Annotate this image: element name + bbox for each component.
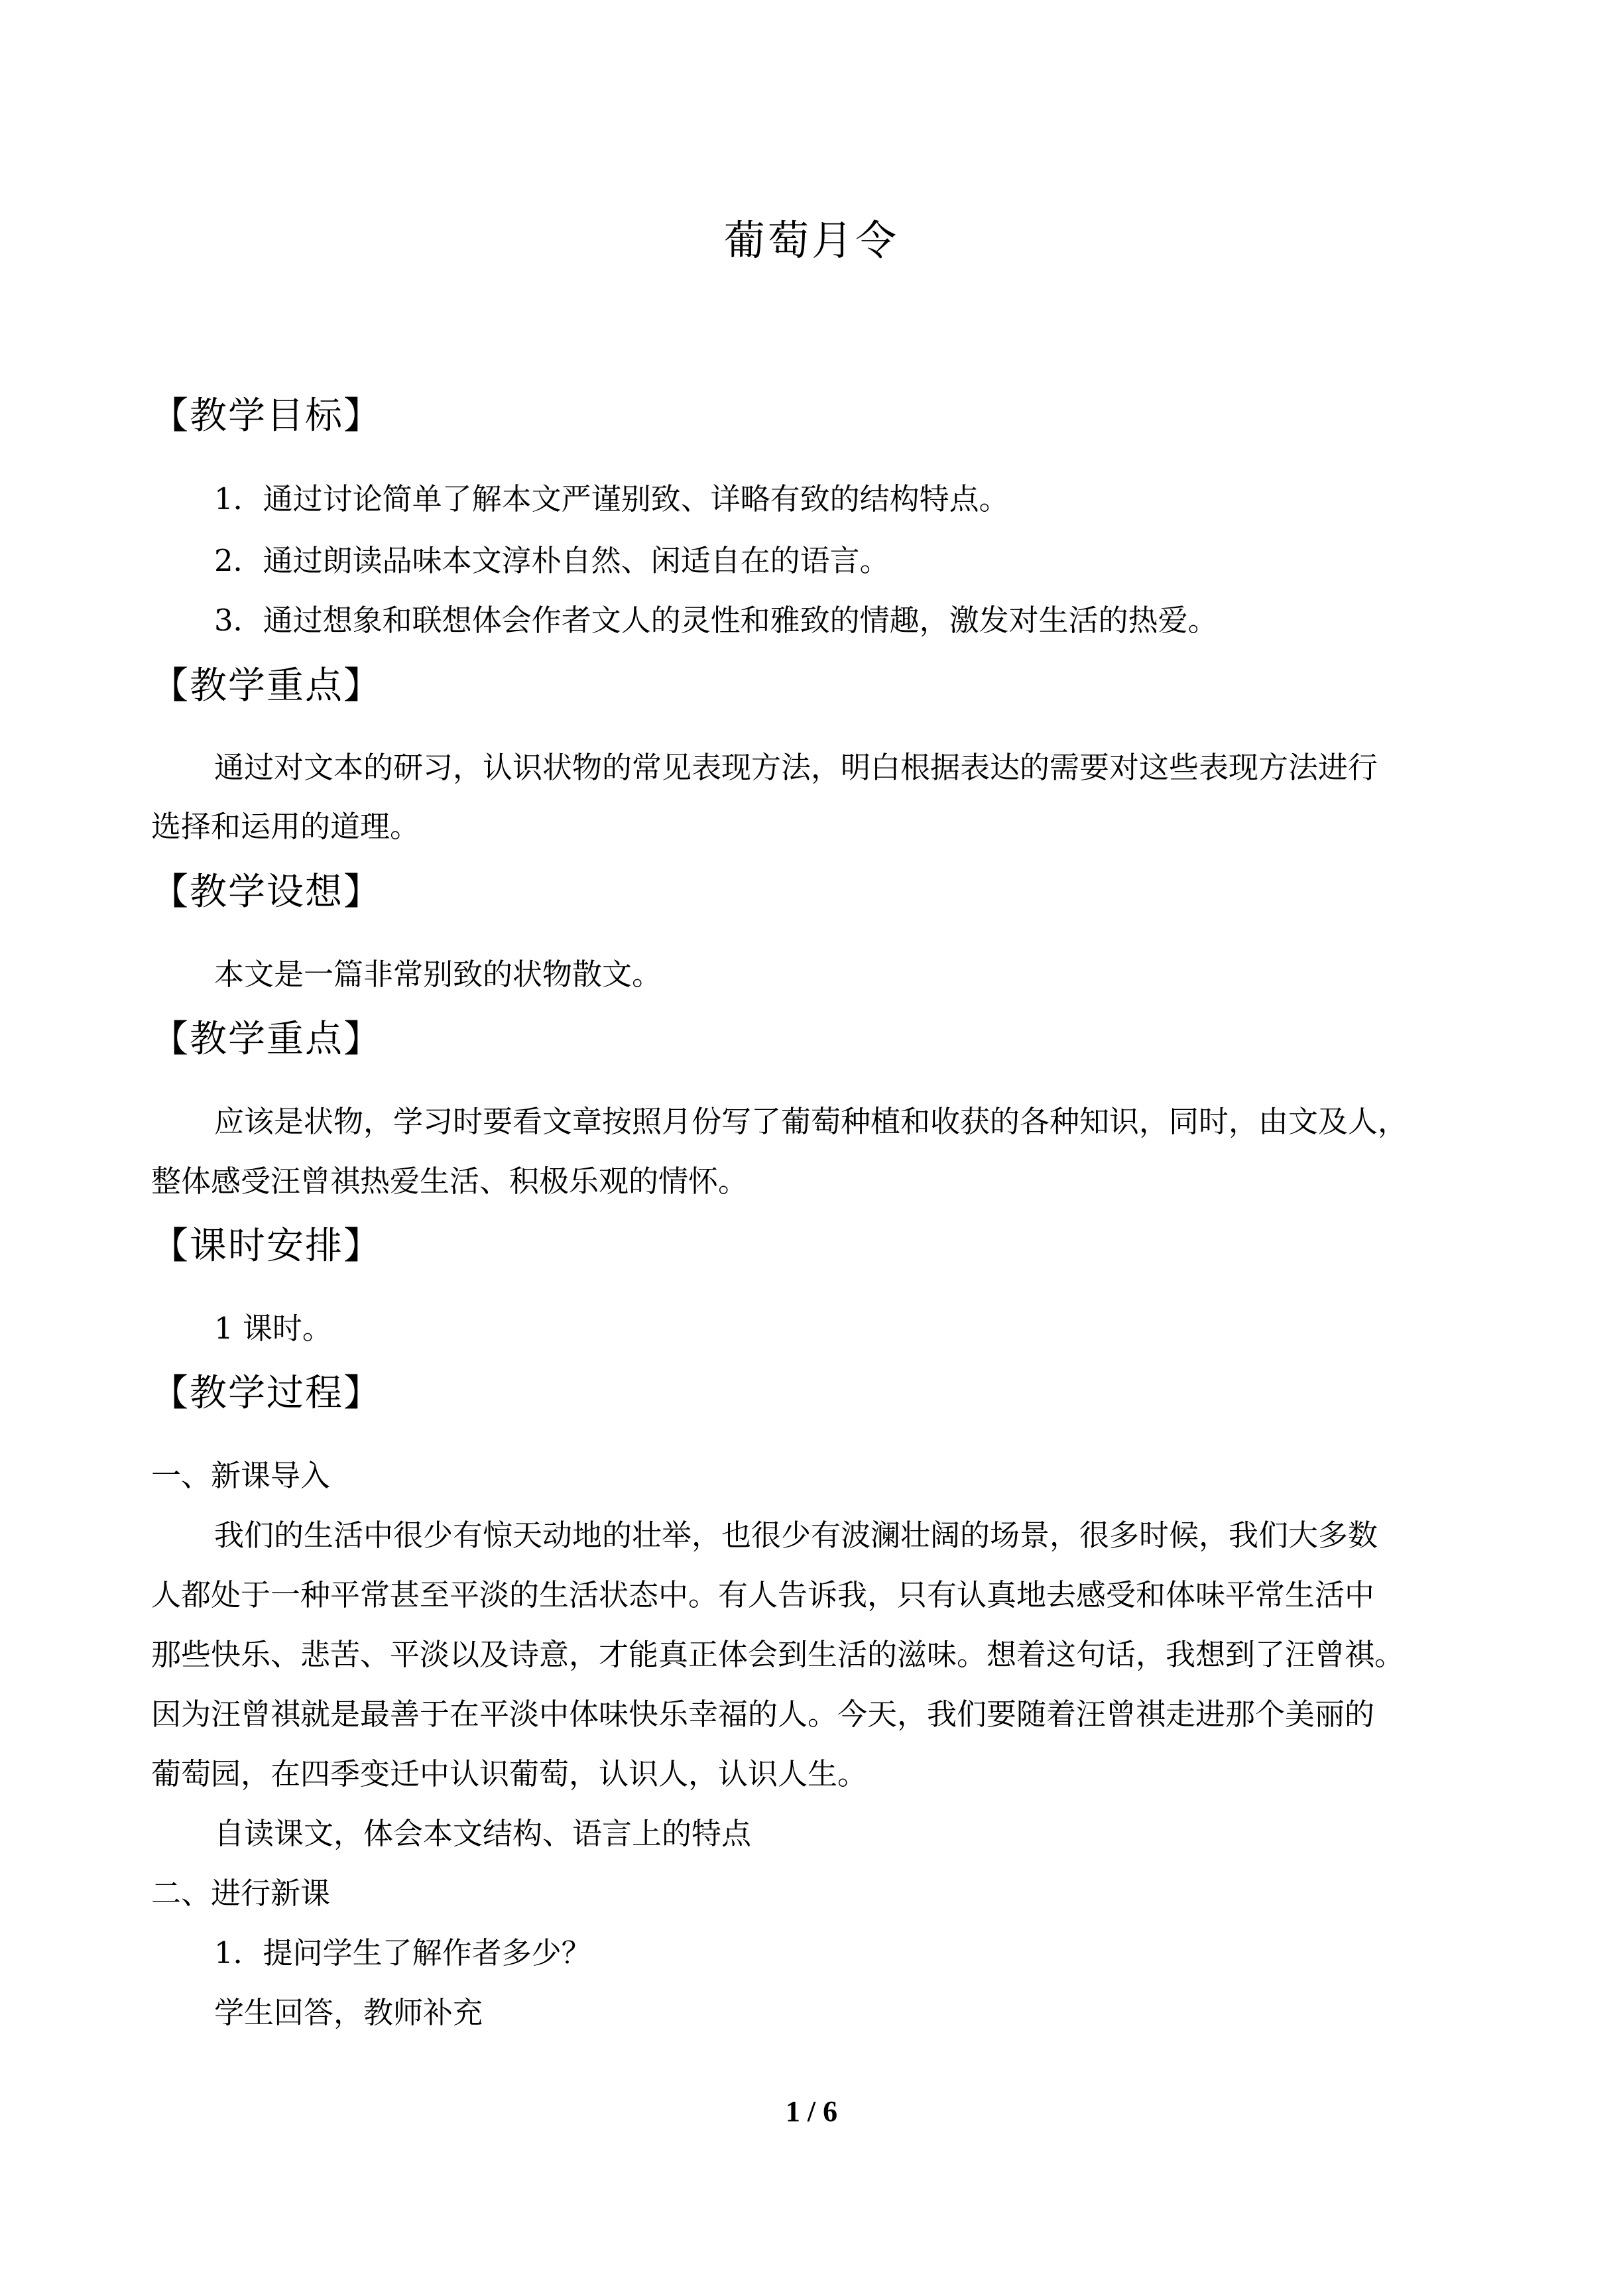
- goal-item-1: 1．通过讨论简单了解本文严谨别致、详略有致的结构特点。: [214, 481, 1009, 516]
- process-part1-line-2: 人都处于一种平常甚至平淡的生活状态中。有人告诉我，只有认真地去感受和体味平常生活中: [151, 1577, 1375, 1612]
- heading-teaching-design: 【教学设想】: [151, 871, 382, 914]
- process-part1-line-6: 自读课文，体会本文结构、语言上的特点: [214, 1816, 752, 1851]
- key-points-2-line-2: 整体感受汪曾祺热爱生活、积极乐观的情怀。: [151, 1164, 749, 1199]
- goal-item-3: 3．通过想象和联想体会作者文人的灵性和雅致的情趣，激发对生活的热爱。: [214, 603, 1218, 638]
- process-part1-line-3: 那些快乐、悲苦、平淡以及诗意，才能真正体会到生活的滋味。想着这句话，我想到了汪曾祺。: [151, 1637, 1405, 1672]
- process-part1-title: 一、新课导入: [151, 1458, 331, 1493]
- process-part1-line-1: 我们的生活中很少有惊天动地的壮举，也很少有波澜壮阔的场景，很多时候，我们大多数: [214, 1518, 1378, 1553]
- goal-item-2: 2．通过朗读品味本文淳朴自然、闲适自在的语言。: [214, 543, 890, 578]
- process-part2-title: 二、进行新课: [151, 1876, 331, 1911]
- key-points-2-line-1: 应该是状物，学习时要看文章按照月份写了葡萄种植和收获的各种知识，同时，由文及人，: [214, 1104, 1408, 1139]
- document-title: 葡萄月令: [723, 216, 899, 265]
- process-part2-line-1: 1．提问学生了解作者多少？: [214, 1935, 591, 1970]
- heading-teaching-process: 【教学过程】: [151, 1372, 382, 1415]
- page-number: 1 / 6: [785, 2095, 838, 2128]
- heading-key-points: 【教学重点】: [151, 664, 382, 707]
- process-part1-line-5: 葡萄园，在四季变迁中认识葡萄，认识人，认识人生。: [151, 1756, 868, 1791]
- process-part2-line-2: 学生回答，教师补充: [214, 1995, 483, 2030]
- process-part1-line-4: 因为汪曾祺就是最善于在平淡中体味快乐幸福的人。今天，我们要随着汪曾祺走进那个美丽的: [151, 1697, 1375, 1732]
- heading-teaching-goals: 【教学目标】: [151, 394, 382, 438]
- heading-key-points-2: 【教学重点】: [151, 1018, 382, 1061]
- key-points-line-2: 选择和运用的道理。: [151, 809, 420, 844]
- design-line-1: 本文是一篇非常别致的状物散文。: [214, 957, 662, 992]
- key-points-line-1: 通过对文本的研习，认识状物的常见表现方法，明白根据表达的需要对这些表现方法进行: [214, 750, 1378, 785]
- heading-schedule: 【课时安排】: [151, 1225, 382, 1268]
- schedule-line-1: 1 课时。: [214, 1311, 332, 1346]
